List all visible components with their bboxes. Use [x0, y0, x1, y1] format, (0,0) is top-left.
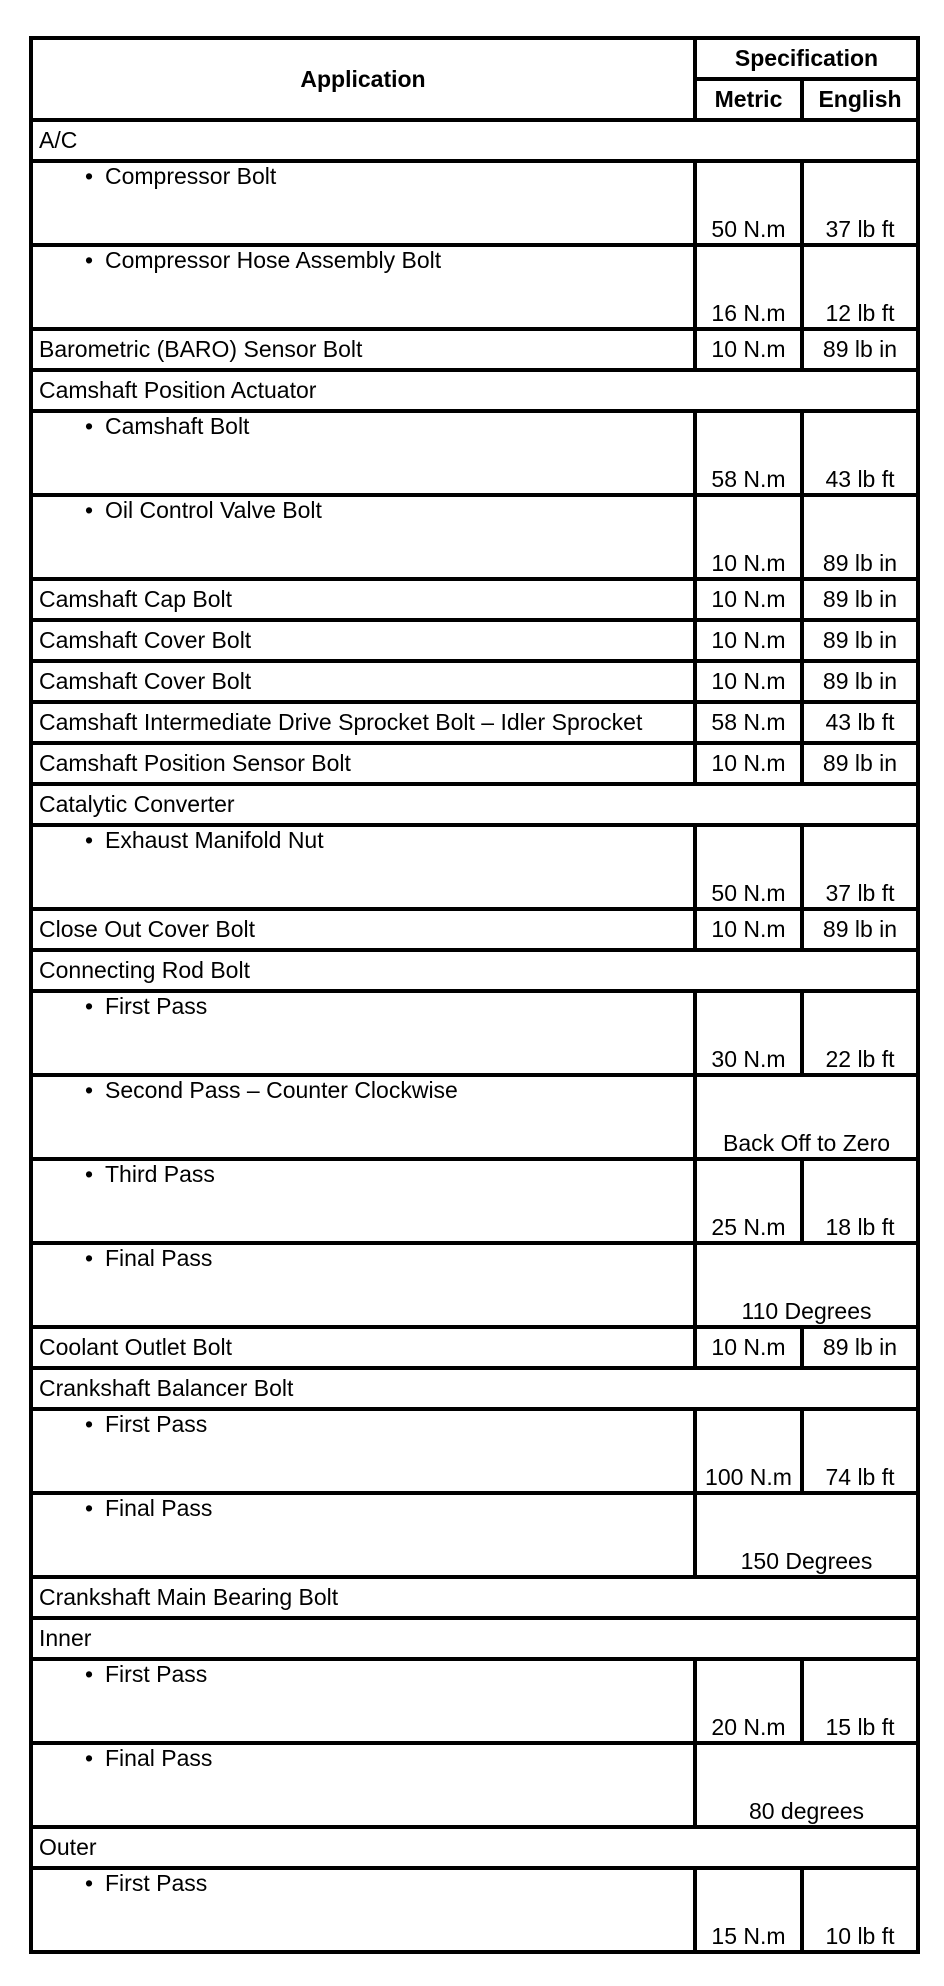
- application-label: Second Pass – Counter Clockwise: [105, 1077, 458, 1103]
- english-cell: 15 lb ft: [802, 1659, 918, 1743]
- application-cell: [31, 1493, 695, 1577]
- metric-cell: 10 N.m: [695, 661, 802, 702]
- application-cell: Camshaft Position Sensor Bolt: [31, 743, 695, 784]
- english-cell: 12 lb ft: [802, 245, 918, 329]
- application-cell: Camshaft Cover Bolt: [31, 620, 695, 661]
- bullet-icon: •: [85, 1661, 94, 1687]
- bullet-row: [31, 1493, 918, 1577]
- application-cell: [31, 1409, 695, 1493]
- metric-cell: 58 N.m: [695, 411, 802, 495]
- application-label: Compressor Bolt: [105, 163, 277, 189]
- application-label: Final Pass: [105, 1745, 213, 1771]
- application-label: Compressor Hose Assembly Bolt: [105, 247, 442, 273]
- metric-cell: 10 N.m: [695, 329, 802, 370]
- english-cell: 37 lb ft: [802, 825, 918, 909]
- metric-cell: 16 N.m: [695, 245, 802, 329]
- combined-spec-cell: 150 Degrees: [695, 1493, 918, 1577]
- item-row: [31, 702, 918, 743]
- bullet-icon: •: [85, 1077, 94, 1103]
- section-row: [31, 950, 918, 991]
- application-label: Camshaft Bolt: [105, 413, 250, 439]
- bullet-row: [31, 1868, 918, 1952]
- combined-spec-cell: Back Off to Zero: [695, 1075, 918, 1159]
- application-cell: [31, 1243, 695, 1327]
- application-label: Third Pass: [105, 1161, 215, 1187]
- application-cell: [31, 245, 695, 329]
- english-cell: 89 lb in: [802, 620, 918, 661]
- application-cell: [31, 1159, 695, 1243]
- metric-cell: 30 N.m: [695, 991, 802, 1075]
- metric-cell: 10 N.m: [695, 743, 802, 784]
- section-label: A/C: [31, 120, 918, 161]
- combined-spec-cell: 80 degrees: [695, 1743, 918, 1827]
- application-label: Final Pass: [105, 1245, 213, 1271]
- specification-header: Specification: [695, 38, 918, 79]
- bullet-icon: •: [85, 163, 94, 189]
- item-row: [31, 1327, 918, 1368]
- bullet-row: [31, 1243, 918, 1327]
- bullet-row: [31, 1743, 918, 1827]
- bullet-row: [31, 161, 918, 245]
- bullet-icon: •: [85, 1411, 94, 1437]
- application-cell: [31, 161, 695, 245]
- metric-cell: 10 N.m: [695, 620, 802, 661]
- application-cell: Camshaft Cover Bolt: [31, 661, 695, 702]
- bullet-icon: •: [85, 1495, 94, 1521]
- application-label: Exhaust Manifold Nut: [105, 827, 324, 853]
- application-cell: [31, 991, 695, 1075]
- metric-cell: 10 N.m: [695, 579, 802, 620]
- application-label: First Pass: [105, 1411, 208, 1437]
- english-cell: 37 lb ft: [802, 161, 918, 245]
- english-cell: 43 lb ft: [802, 702, 918, 743]
- bullet-row: [31, 495, 918, 579]
- application-cell: [31, 1743, 695, 1827]
- application-label: Final Pass: [105, 1495, 213, 1521]
- metric-cell: 10 N.m: [695, 1327, 802, 1368]
- bullet-row: [31, 1409, 918, 1493]
- application-label: First Pass: [105, 1870, 208, 1896]
- bullet-row: [31, 1659, 918, 1743]
- item-row: [31, 329, 918, 370]
- metric-cell: 10 N.m: [695, 909, 802, 950]
- bullet-icon: •: [85, 413, 94, 439]
- bullet-row: [31, 825, 918, 909]
- application-cell: Camshaft Cap Bolt: [31, 579, 695, 620]
- english-cell: 22 lb ft: [802, 991, 918, 1075]
- section-label: Connecting Rod Bolt: [31, 950, 918, 991]
- application-cell: [31, 1659, 695, 1743]
- english-cell: 43 lb ft: [802, 411, 918, 495]
- section-label: Crankshaft Balancer Bolt: [31, 1368, 918, 1409]
- item-row: [31, 661, 918, 702]
- application-cell: Close Out Cover Bolt: [31, 909, 695, 950]
- application-cell: [31, 1075, 695, 1159]
- bullet-row: [31, 991, 918, 1075]
- metric-cell: 10 N.m: [695, 495, 802, 579]
- section-row: [31, 1618, 918, 1659]
- section-label: Crankshaft Main Bearing Bolt: [31, 1577, 918, 1618]
- bullet-icon: •: [85, 1745, 94, 1771]
- application-cell: [31, 411, 695, 495]
- table-body: [31, 120, 918, 1952]
- item-row: [31, 579, 918, 620]
- metric-cell: 58 N.m: [695, 702, 802, 743]
- item-row: [31, 743, 918, 784]
- metric-cell: 100 N.m: [695, 1409, 802, 1493]
- metric-cell: 15 N.m: [695, 1868, 802, 1952]
- english-cell: 89 lb in: [802, 743, 918, 784]
- torque-spec-table: [29, 36, 920, 1954]
- metric-cell: 20 N.m: [695, 1659, 802, 1743]
- bullet-icon: •: [85, 1245, 94, 1271]
- application-cell: [31, 495, 695, 579]
- metric-cell: 50 N.m: [695, 161, 802, 245]
- section-row: [31, 784, 918, 825]
- bullet-icon: •: [85, 827, 94, 853]
- application-cell: Coolant Outlet Bolt: [31, 1327, 695, 1368]
- english-header: English: [802, 79, 918, 120]
- english-cell: 89 lb in: [802, 329, 918, 370]
- application-cell: [31, 1868, 695, 1952]
- bullet-row: [31, 1159, 918, 1243]
- english-cell: 18 lb ft: [802, 1159, 918, 1243]
- metric-cell: 50 N.m: [695, 825, 802, 909]
- table-header: [31, 38, 918, 120]
- bullet-row: [31, 411, 918, 495]
- section-row: [31, 1577, 918, 1618]
- bullet-icon: •: [85, 993, 94, 1019]
- english-cell: 89 lb in: [802, 1327, 918, 1368]
- section-row: [31, 120, 918, 161]
- application-cell: Camshaft Intermediate Drive Sprocket Bolt – Idler Sprocket: [31, 702, 695, 743]
- section-label: Inner: [31, 1618, 918, 1659]
- section-label: Camshaft Position Actuator: [31, 370, 918, 411]
- bullet-row: [31, 1075, 918, 1159]
- bullet-icon: •: [85, 1870, 94, 1896]
- metric-header: Metric: [695, 79, 802, 120]
- application-label: First Pass: [105, 1661, 208, 1687]
- english-cell: 89 lb in: [802, 495, 918, 579]
- bullet-row: [31, 245, 918, 329]
- english-cell: 10 lb ft: [802, 1868, 918, 1952]
- item-row: [31, 620, 918, 661]
- bullet-icon: •: [85, 247, 94, 273]
- bullet-icon: •: [85, 1161, 94, 1187]
- section-label: Catalytic Converter: [31, 784, 918, 825]
- bullet-icon: •: [85, 497, 94, 523]
- item-row: [31, 909, 918, 950]
- metric-cell: 25 N.m: [695, 1159, 802, 1243]
- english-cell: 89 lb in: [802, 909, 918, 950]
- application-header: Application: [31, 38, 695, 120]
- combined-spec-cell: 110 Degrees: [695, 1243, 918, 1327]
- application-label: Oil Control Valve Bolt: [105, 497, 322, 523]
- section-row: [31, 1827, 918, 1868]
- section-row: [31, 370, 918, 411]
- english-cell: 89 lb in: [802, 579, 918, 620]
- english-cell: 89 lb in: [802, 661, 918, 702]
- section-row: [31, 1368, 918, 1409]
- application-cell: Barometric (BARO) Sensor Bolt: [31, 329, 695, 370]
- section-label: Outer: [31, 1827, 918, 1868]
- application-label: First Pass: [105, 993, 208, 1019]
- application-cell: [31, 825, 695, 909]
- english-cell: 74 lb ft: [802, 1409, 918, 1493]
